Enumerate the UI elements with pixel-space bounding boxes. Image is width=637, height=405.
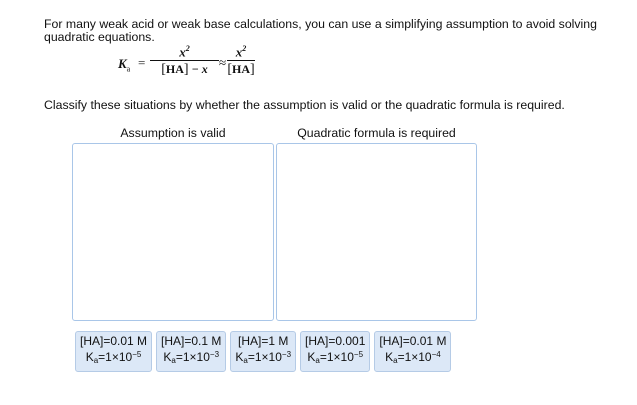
fraction-numerator: $x^2$ [235,44,247,60]
approx-fraction [226,44,256,78]
intro-text: For many weak acid or weak base calculations, you can use a simplifying assumption to avoid solving quadratic equations. [44,17,597,44]
bin-label-assumption-valid: Assumption is valid [120,126,226,140]
tile-ka-value: $K_a=1\times 10^{-5}$ [307,350,364,365]
draggable-tile[interactable] [230,331,296,372]
draggable-tile[interactable] [374,331,451,372]
fraction-denominator: [HA] [227,62,255,77]
fraction-numerator: $x^2$ [179,44,190,60]
approx-sign: ≈ [219,55,227,70]
tile-concentration: [HA]=0.01 M [80,334,148,348]
tile-concentration: [HA]=0.1 M [161,334,222,348]
drop-zone-quadratic-required[interactable] [276,143,477,321]
ka-formula [118,42,268,86]
draggable-tile[interactable] [75,331,152,372]
equals-sign: = [138,55,146,70]
tile-concentration: [HA]=0.01 M [379,334,447,348]
draggable-tile[interactable] [300,331,370,372]
ka-symbol: $K_a$ [118,56,131,74]
tile-ka-value: $K_a=1\times 10^{-3}$ [235,350,292,365]
exact-fraction [149,44,220,78]
drop-zone-assumption-valid[interactable] [72,143,274,321]
fraction-denominator: [HA] − x [161,62,208,77]
tile-concentration: [HA]=0.001 [305,334,366,348]
bin-label-quadratic-required: Quadratic formula is required [297,126,456,140]
tile-ka-value: $K_a=1\times 10^{-3}$ [163,350,220,365]
tile-ka-value: $K_a=1\times 10^{-4}$ [385,350,441,365]
question-text: Classify these situations by whether the assumption is valid or the quadratic formula is required. [44,98,565,112]
draggable-tile[interactable] [156,331,226,372]
tile-concentration: [HA]=1 M [238,334,289,348]
tile-ka-value: $K_a=1\times 10^{-5}$ [85,350,142,365]
answer-tile-bank [75,331,451,372]
